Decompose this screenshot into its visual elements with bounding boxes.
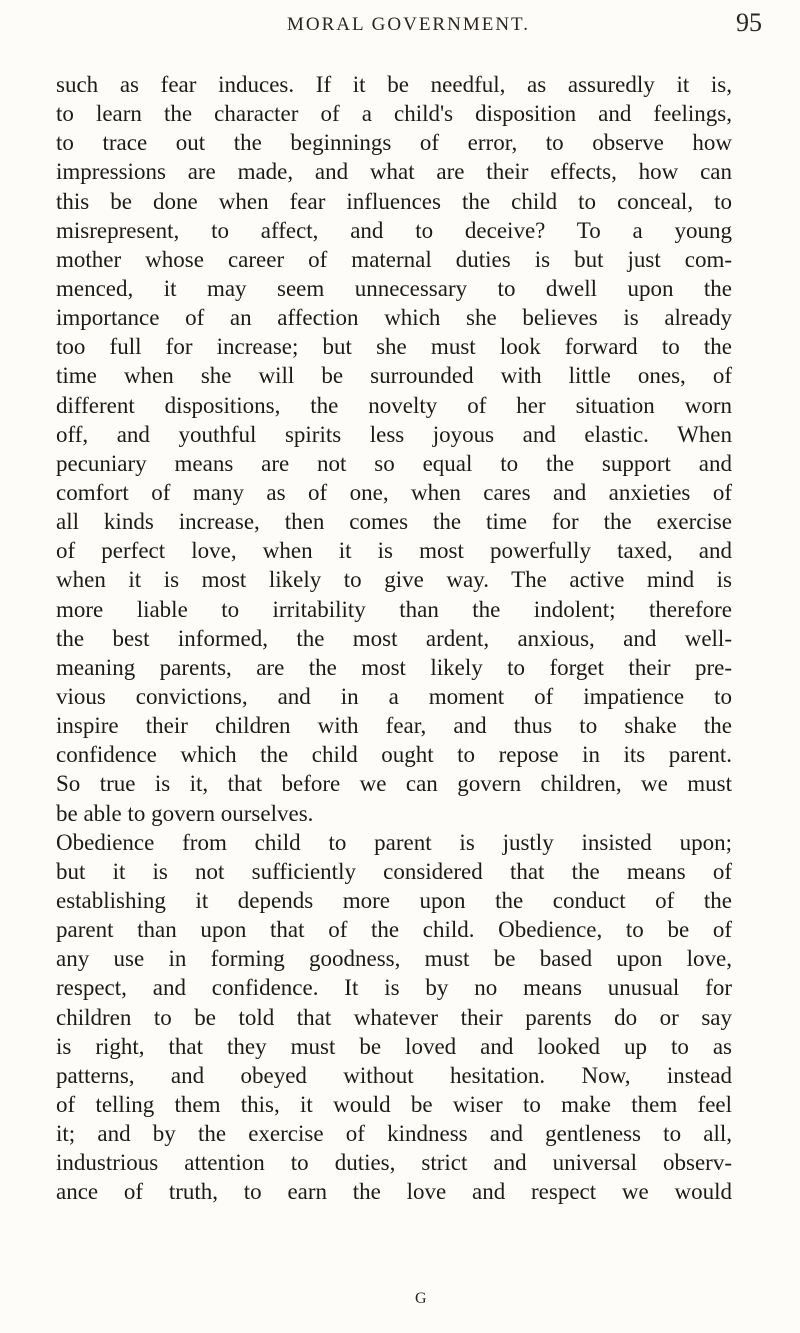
text-line: this be done when fear influences the child to conceal, to — [56, 188, 732, 214]
text-line: too full for increase; but she must look forward to the — [56, 334, 732, 360]
text-line: misrepresent, to affect, and to deceive? To a young — [56, 217, 732, 243]
page-number: 95 — [736, 8, 762, 37]
text-line: but it is not sufficiently considered that the means of — [56, 858, 732, 884]
text-line: comfort of many as of one, when cares and anxieties of — [56, 479, 732, 505]
text-line: patterns, and obeyed without hesitation. Now, instead — [56, 1062, 732, 1088]
running-head: MORAL GOVERNMENT. — [287, 14, 530, 35]
text-line: to learn the character of a child's disposition and feelings, — [56, 101, 732, 127]
text-line: mother whose career of maternal duties is but just com- — [56, 246, 732, 272]
text-line: children to be told that whatever their parents do or say — [56, 1004, 732, 1030]
text-line: importance of an affection which she believes is already — [56, 305, 732, 331]
text-line: off, and youthful spirits less joyous and elastic. When — [56, 421, 732, 447]
text-line: establishing it depends more upon the conduct of the — [56, 887, 732, 913]
text-line: menced, it may seem unnecessary to dwell upon the — [56, 275, 732, 301]
text-line: more liable to irritability than the indolent; therefore — [56, 596, 732, 622]
text-line: when it is most likely to give way. The active mind is — [56, 567, 732, 593]
text-line: ance of truth, to earn the love and respect we would — [56, 1179, 732, 1205]
text-line: inspire their children with fear, and thus to shake the — [56, 713, 732, 739]
text-line: of perfect love, when it is most powerfully taxed, and — [56, 538, 732, 564]
text-line: different dispositions, the novelty of her situation worn — [56, 392, 732, 418]
text-line: impressions are made, and what are their effects, how can — [56, 159, 732, 185]
text-line: time when she will be surrounded with little ones, of — [56, 363, 732, 389]
text-line: confidence which the child ought to repose in its parent. — [56, 742, 732, 768]
text-line: vious convictions, and in a moment of impatience to — [56, 683, 732, 709]
text-line: to trace out the beginnings of error, to observe how — [56, 130, 732, 156]
text-line: of telling them this, it would be wiser to make them feel — [56, 1091, 732, 1117]
text-line: any use in forming goodness, must be based upon love, — [56, 946, 732, 972]
text-line: parent than upon that of the child. Obedience, to be of — [56, 917, 732, 943]
text-line: respect, and confidence. It is by no means unusual for — [56, 975, 732, 1001]
text-line: it; and by the exercise of kindness and gentleness to all, — [56, 1121, 732, 1147]
text-line: pecuniary means are not so equal to the support and — [56, 450, 732, 476]
signature-mark: G — [415, 1290, 427, 1307]
text-line: such as fear induces. If it be needful, as assuredly it is, — [56, 72, 732, 97]
text-line: is right, that they must be loved and looked up to as — [56, 1033, 732, 1059]
text-line: industrious attention to duties, strict and universal observ- — [56, 1150, 732, 1176]
body-text — [56, 70, 732, 1206]
text-line: Obedience from child to parent is justly insisted upon; — [56, 829, 732, 855]
text-line: be able to govern ourselves. — [56, 800, 314, 826]
text-line: meaning parents, are the most likely to forget their pre- — [56, 654, 732, 680]
text-line: all kinds increase, then comes the time for the exercise — [56, 509, 732, 535]
text-line: the best informed, the most ardent, anxious, and well- — [56, 625, 732, 651]
text-line: So true is it, that before we can govern children, we must — [56, 771, 732, 797]
